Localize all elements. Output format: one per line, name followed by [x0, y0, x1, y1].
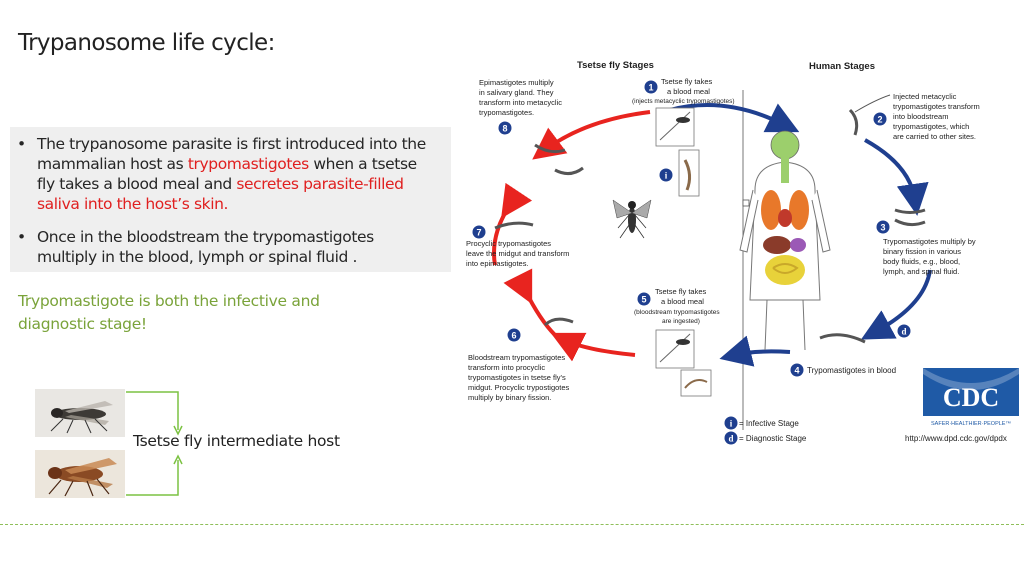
svg-text:i: i [729, 418, 733, 429]
step-5-number: 5 [641, 294, 647, 305]
step-4-label: Trypomastigotes in blood [807, 366, 897, 375]
bullet-1 [17, 134, 430, 214]
footer-divider [0, 524, 1024, 525]
bullet-dot: • [17, 135, 26, 153]
arrow-1-to-8 [545, 112, 650, 150]
dpdx-url[interactable]: http://www.dpd.cdc.gov/dpdx [905, 434, 1007, 443]
bullet-2-text: Once in the bloodstream the trypomastigotes multiply in the blood, lymph or spinal fluid . [37, 228, 374, 266]
bullet-1-secretes: secretes parasite-filled saliva into the host’s skin. [37, 175, 404, 213]
tsetse-fly-icon [613, 200, 651, 238]
step-2-number: 2 [877, 114, 883, 125]
legend-infective: = Infective Stage [739, 419, 799, 428]
step-8-line-1: Epimastigotes multiply [479, 78, 554, 87]
step-7-line-3: into epimastigotes. [466, 259, 529, 268]
bullet-1-trypomastigotes: trypomastigotes [187, 155, 309, 173]
cdc-logo-text: CDC [942, 383, 1000, 412]
bullet-2 [17, 227, 430, 267]
step-6-line-4: midgut. Procyclic trypostigotes [468, 383, 570, 392]
host-label: Tsetse fly intermediate host [133, 432, 340, 450]
header-tsetse: Tsetse fly Stages [577, 60, 654, 71]
infective-marker-letter: i [664, 170, 668, 181]
step-6-line-1: Bloodstream trypomastigotes [468, 353, 566, 362]
tsetse-fly-photo-brown [35, 450, 125, 498]
step-3-line-2: binary fission in various [883, 247, 961, 256]
diagnostic-note: Trypomastigote is both the infective and diagnostic stage! [18, 292, 320, 333]
step-6-parasite [545, 319, 573, 325]
step-8-number: 8 [502, 123, 508, 134]
step-7-line-2: leave the midgut and transform [466, 249, 570, 258]
step-3-number: 3 [880, 222, 886, 233]
step-7-line-1: Procyclic trypomastigotes [466, 239, 552, 248]
step-5-line-1: Tsetse fly takes [655, 287, 707, 296]
step-8-line-2: in salivary gland. They [479, 88, 554, 97]
cdc-tagline: SAFER·HEALTHIER·PEOPLE™ [931, 421, 1011, 427]
step-5-line-2: a blood meal [661, 297, 704, 306]
human-body-figure [740, 131, 830, 350]
step-6-line-3: trypomastigotes in tsetse fly's [468, 373, 566, 382]
diagnostic-marker-letter: d [901, 326, 907, 337]
step-4-parasite [820, 335, 865, 342]
step-1-number: 1 [648, 82, 654, 93]
step-2-line-3: into bloodstream [893, 112, 949, 121]
bullet-1-text-b: when a tsetse fly takes a blood meal and [37, 155, 417, 193]
slide-title: Trypanosome life cycle: [18, 30, 275, 56]
step-6-line-5: multiply by binary fission. [468, 393, 552, 402]
step-6-number: 6 [511, 330, 517, 341]
step-7-number: 7 [476, 227, 482, 238]
arrow-4-5 [735, 351, 790, 355]
arrow-5-6 [565, 340, 635, 355]
bullet-dot: • [17, 228, 26, 246]
step-3-line-3: body fluids, e.g., blood, [883, 257, 961, 266]
step-3-line-4: lymph, and spinal fluid. [883, 267, 960, 276]
step-5-parasite-image [681, 370, 711, 396]
step-2-line-2: trypomastigotes transform [893, 102, 980, 111]
step-6-line-2: transform into procyclic [468, 363, 546, 372]
step-2-parasite [850, 110, 857, 135]
bullet-box [10, 127, 451, 272]
arrow-2-3 [865, 140, 915, 200]
step-8-line-4: trypomastigotes. [479, 108, 535, 117]
step-3-parasite [895, 210, 925, 213]
tsetse-fly-photo-grey [35, 389, 125, 437]
step-1-line-2: a blood meal [667, 87, 710, 96]
cdc-logo [923, 368, 1019, 428]
step-1-line-3: (injects metacyclic trypomastigotes) [632, 98, 735, 105]
bullet-1-text-a: The trypanosome parasite is first introduced into the mammalian host as [37, 135, 426, 173]
svg-text:d: d [728, 433, 734, 444]
step-5-line-3: (bloodstream trypomastigotes [634, 309, 720, 316]
step-3-line-1: Trypomastigotes multiply by [883, 237, 976, 246]
arrow-3-4 [875, 270, 930, 332]
header-human: Human Stages [809, 61, 875, 72]
legend-diagnostic: = Diagnostic Stage [739, 434, 807, 443]
arrow-7-6 [525, 290, 555, 335]
step-5-line-4: are ingested) [662, 318, 700, 325]
step-4-number: 4 [794, 365, 800, 376]
step-2-line-5: are carried to other sites. [893, 132, 976, 141]
step-1-line-1: Tsetse fly takes [661, 77, 713, 86]
step-8-line-3: transform into metacyclic [479, 98, 562, 107]
step-2-line-4: trypomastigotes, which [893, 122, 970, 131]
step-2-line-1: Injected metacyclic [893, 92, 957, 101]
